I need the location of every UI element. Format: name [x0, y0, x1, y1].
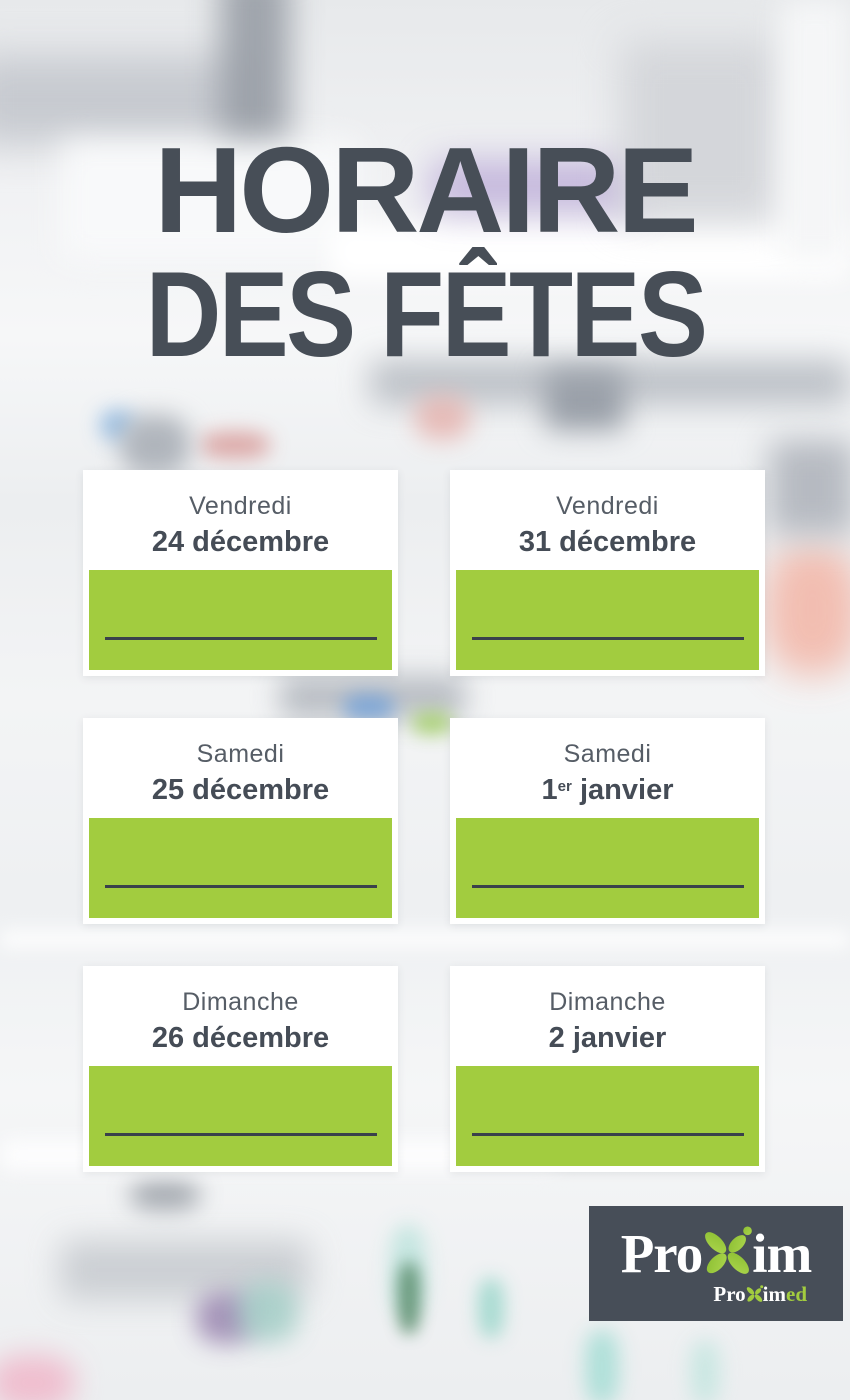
- proxim-flower-icon: [700, 1226, 754, 1280]
- hours-area: [456, 1066, 759, 1166]
- schedule-card: [450, 470, 765, 676]
- card-date-label: 24 décembre: [151, 526, 330, 558]
- card-day-label: Samedi: [563, 740, 652, 768]
- proxim-flower-icon: [745, 1285, 764, 1304]
- card-day-label: Samedi: [196, 740, 285, 768]
- hours-writing-line: [105, 885, 377, 888]
- bg-blob: [478, 1278, 504, 1338]
- hours-writing-line: [105, 1133, 377, 1136]
- bg-blob: [585, 1330, 619, 1400]
- schedule-card: [450, 966, 765, 1172]
- hours-writing-line: [472, 637, 744, 640]
- card-day-label: Vendredi: [189, 492, 292, 520]
- bg-blob: [0, 930, 850, 948]
- card-day-label: Dimanche: [182, 988, 299, 1016]
- bg-blob: [765, 545, 850, 675]
- hours-area: [456, 570, 759, 670]
- proxim-logo: [589, 1206, 843, 1321]
- schedule-card: [83, 470, 398, 676]
- bg-blob: [412, 712, 452, 734]
- hours-area: [456, 818, 759, 918]
- poster-title-line2: DES FÊTES: [145, 246, 705, 382]
- hours-area: [89, 1066, 392, 1166]
- schedule-card: [450, 718, 765, 924]
- card-date-label: 2 janvier: [548, 1022, 667, 1054]
- bg-blob: [238, 1282, 298, 1342]
- card-date-label: 26 décembre: [151, 1022, 330, 1054]
- card-date-label: 31 décembre: [518, 526, 697, 558]
- proxim-wordmark: Pro im: [620, 1223, 812, 1284]
- bg-blob: [690, 1340, 720, 1400]
- hours-writing-line: [105, 637, 377, 640]
- schedule-card: [83, 966, 398, 1172]
- card-day-label: Vendredi: [556, 492, 659, 520]
- card-date-label: 25 décembre: [151, 774, 330, 806]
- card-day-label: Dimanche: [549, 988, 666, 1016]
- proximed-wordmark: Pro imed: [713, 1282, 807, 1306]
- bg-blob: [0, 1355, 75, 1400]
- bg-blob: [200, 432, 270, 458]
- hours-writing-line: [472, 1133, 744, 1136]
- poster-title: [0, 122, 850, 414]
- bg-blob: [343, 694, 395, 720]
- bg-blob: [120, 415, 190, 475]
- bg-blob: [398, 1262, 420, 1334]
- card-date-label: 1er janvier: [541, 774, 674, 806]
- poster-title-line1: HORAIRE: [154, 122, 696, 258]
- hours-area: [89, 818, 392, 918]
- hours-writing-line: [472, 885, 744, 888]
- bg-blob: [130, 1180, 200, 1210]
- bg-blob: [770, 440, 850, 535]
- hours-area: [89, 570, 392, 670]
- schedule-card: [83, 718, 398, 924]
